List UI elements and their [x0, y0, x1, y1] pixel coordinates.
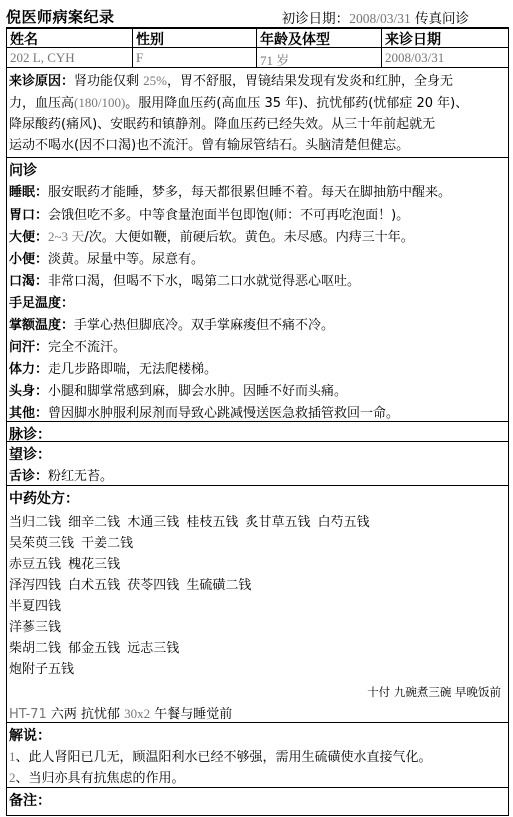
- patient-name: 202 L, CYH: [10, 50, 75, 65]
- divider: [6, 421, 509, 422]
- item-number: 1: [9, 749, 16, 764]
- herb-line: 赤豆五钱 槐花三钱: [9, 557, 121, 572]
- inquiry-hand-foot: [9, 292, 74, 311]
- complaint-line-4: 运动不喝水(因不口渴)也不流汗。曾有输尿管结石。头脑清楚但健忘。: [9, 138, 410, 153]
- inquiry-strength: [9, 358, 217, 377]
- explanation-text: 、当归亦具有抗焦虑的作用。: [15, 771, 185, 786]
- herb-line: 泽泻四钱 白术五钱 茯苓四钱 生硫磺二钱: [9, 578, 252, 593]
- divider: [6, 67, 509, 68]
- complaint-text: (高血压 35 年): [216, 96, 304, 111]
- extra-code: HT-71: [9, 707, 47, 722]
- palm-label: 掌额温度：: [9, 318, 75, 333]
- kidney-percent: 25%: [143, 73, 167, 88]
- record-title: 倪医师病案纪录: [6, 8, 115, 26]
- inquiry-other: [9, 402, 399, 421]
- first-visit-date: 2008/03/31: [349, 11, 411, 26]
- complaint-text: (忧郁症 20 年): [368, 96, 456, 111]
- appetite-text: 会饿但吃不多。中等食量泡面半包即饱(师：不可再吃泡面！)。: [48, 208, 410, 223]
- head-label: 头身：: [9, 384, 49, 399]
- urine-label: 小便：: [9, 252, 49, 267]
- complaint-line-1: [9, 70, 507, 92]
- record-header: [6, 4, 509, 29]
- dosage-note: 十付 九碗煮三碗 早晚饭前: [367, 685, 501, 699]
- thirst-label: 口渴：: [9, 274, 49, 289]
- inquiry-appetite: [9, 204, 409, 223]
- header-gender: 性别: [136, 32, 164, 48]
- inquiry-urine: [9, 248, 204, 267]
- herb-line: 当归二钱 细辛二钱 木通三钱 桂枝五钱 炙甘草五钱 白芍五钱: [9, 515, 370, 530]
- first-visit-label: 初诊日期：: [281, 11, 350, 27]
- complaint-block: [9, 70, 507, 156]
- complaint-text: ，胃不舒服，胃镜结果发现有发炎和红肿，全身无: [167, 74, 454, 89]
- pulse-label: 脉诊：: [9, 427, 51, 443]
- complaint-text: 肾功能仅剩: [74, 74, 144, 89]
- column-divider: [381, 27, 382, 67]
- header-visit-date: 来诊日期: [385, 32, 441, 48]
- herb-line: 炮附子五钱: [9, 662, 75, 677]
- hand-foot-label: 手足温度：: [9, 296, 75, 311]
- strength-label: 体力：: [9, 362, 49, 377]
- tongue-row: [9, 465, 113, 484]
- divider: [6, 787, 509, 788]
- herb-line: 半夏四钱: [9, 599, 62, 614]
- patient-age: 71 岁: [260, 53, 290, 68]
- first-visit-info: [282, 7, 469, 27]
- sweat-text: 完全不流汗。: [48, 340, 127, 355]
- inquiry-palm: [9, 314, 334, 333]
- inquiry-stool: [9, 226, 414, 245]
- herb-line: 柴胡二钱 郁金五钱 远志三钱: [9, 641, 180, 656]
- tongue-label: 舌诊：: [9, 469, 49, 484]
- extra-quantity: 30x2: [124, 706, 151, 721]
- explanation-item-2: [9, 767, 185, 786]
- urine-text: 淡黄。尿量中等。尿意有。: [48, 252, 205, 267]
- header-age: 年龄及体型: [260, 32, 330, 48]
- sleep-label: 睡眠：: [9, 185, 49, 200]
- strength-text: 走几步路即喘，无法爬楼梯。: [48, 362, 218, 377]
- stool-frequency: 2~3 天: [48, 229, 85, 244]
- explanation-label: 解说：: [9, 728, 51, 744]
- tongue-text: 粉红无苔。: [48, 469, 114, 484]
- herb-line: 洋蔘三钱: [9, 620, 62, 635]
- column-divider: [132, 27, 133, 67]
- consult-mode: 传真问诊: [415, 11, 469, 27]
- extra-text: 六两 抗忧郁: [46, 707, 125, 722]
- head-text: 小腿和脚掌常感到麻，脚会水肿。因睡不好而头痛。: [48, 384, 348, 399]
- divider: [6, 157, 509, 158]
- inquiry-section-title: 问诊: [9, 163, 37, 179]
- extra-medicine: [9, 703, 232, 722]
- stool-text: /次。大便如鞭，前硬后软。黄色。未尽感。内痔三十年。: [84, 230, 414, 245]
- visit-date: 2008/03/31: [385, 50, 445, 65]
- complaint-text: 、抗忧郁药: [303, 96, 369, 111]
- other-text: 曾因脚水肿服利尿剂而导致心跳减慢送医急救插管救回一命。: [48, 406, 400, 421]
- explanation-text: 、此人肾阳已几无，顾温阳利水已经不够强，需用生硫磺使水直接气化。: [15, 750, 432, 765]
- sweat-label: 问汗：: [9, 340, 49, 355]
- divider: [6, 722, 509, 723]
- divider: [6, 441, 509, 442]
- complaint-label: 来诊原因：: [9, 74, 75, 89]
- appetite-label: 胃口：: [9, 208, 49, 223]
- other-label: 其他：: [9, 406, 49, 421]
- item-number: 2: [9, 770, 16, 785]
- remarks-label: 备注：: [9, 793, 51, 809]
- stool-label: 大便：: [9, 230, 49, 245]
- inquiry-sleep: [9, 181, 451, 200]
- thirst-text: 非常口渴，但喝不下水，喝第二口水就觉得恶心呕吐。: [48, 274, 361, 289]
- palm-text: 手掌心热但脚底冷。双手掌麻痠但不痛不冷。: [74, 318, 335, 333]
- prescription-section-title: 中药处方：: [9, 491, 79, 507]
- complaint-line-2: [9, 92, 507, 114]
- blood-pressure: (180/100): [74, 95, 126, 110]
- inquiry-sweat: [9, 336, 126, 355]
- inquiry-thirst: [9, 270, 360, 289]
- header-name: 姓名: [10, 32, 38, 48]
- complaint-text: 力，血压高: [9, 96, 75, 111]
- complaint-text: 。服用降血压药: [125, 96, 217, 111]
- divider: [6, 485, 509, 486]
- complaint-line-3: 降尿酸药(痛风)、安眠药和镇静剂。降血压药已经失效。从三十年前起就无: [9, 117, 436, 132]
- explanation-item-1: [9, 746, 432, 765]
- observe-label: 望诊：: [9, 447, 51, 463]
- sleep-text: 服安眠药才能睡，梦多，每天都很累但睡不着。每天在脚抽筋中醒来。: [48, 185, 452, 200]
- herb-line: 吴茱萸三钱 干姜二钱: [9, 536, 134, 551]
- column-divider: [256, 27, 257, 67]
- extra-text: 午餐与睡觉前: [150, 707, 233, 722]
- complaint-text: 、: [455, 96, 469, 111]
- patient-gender: F: [136, 50, 144, 65]
- inquiry-head: [9, 380, 347, 399]
